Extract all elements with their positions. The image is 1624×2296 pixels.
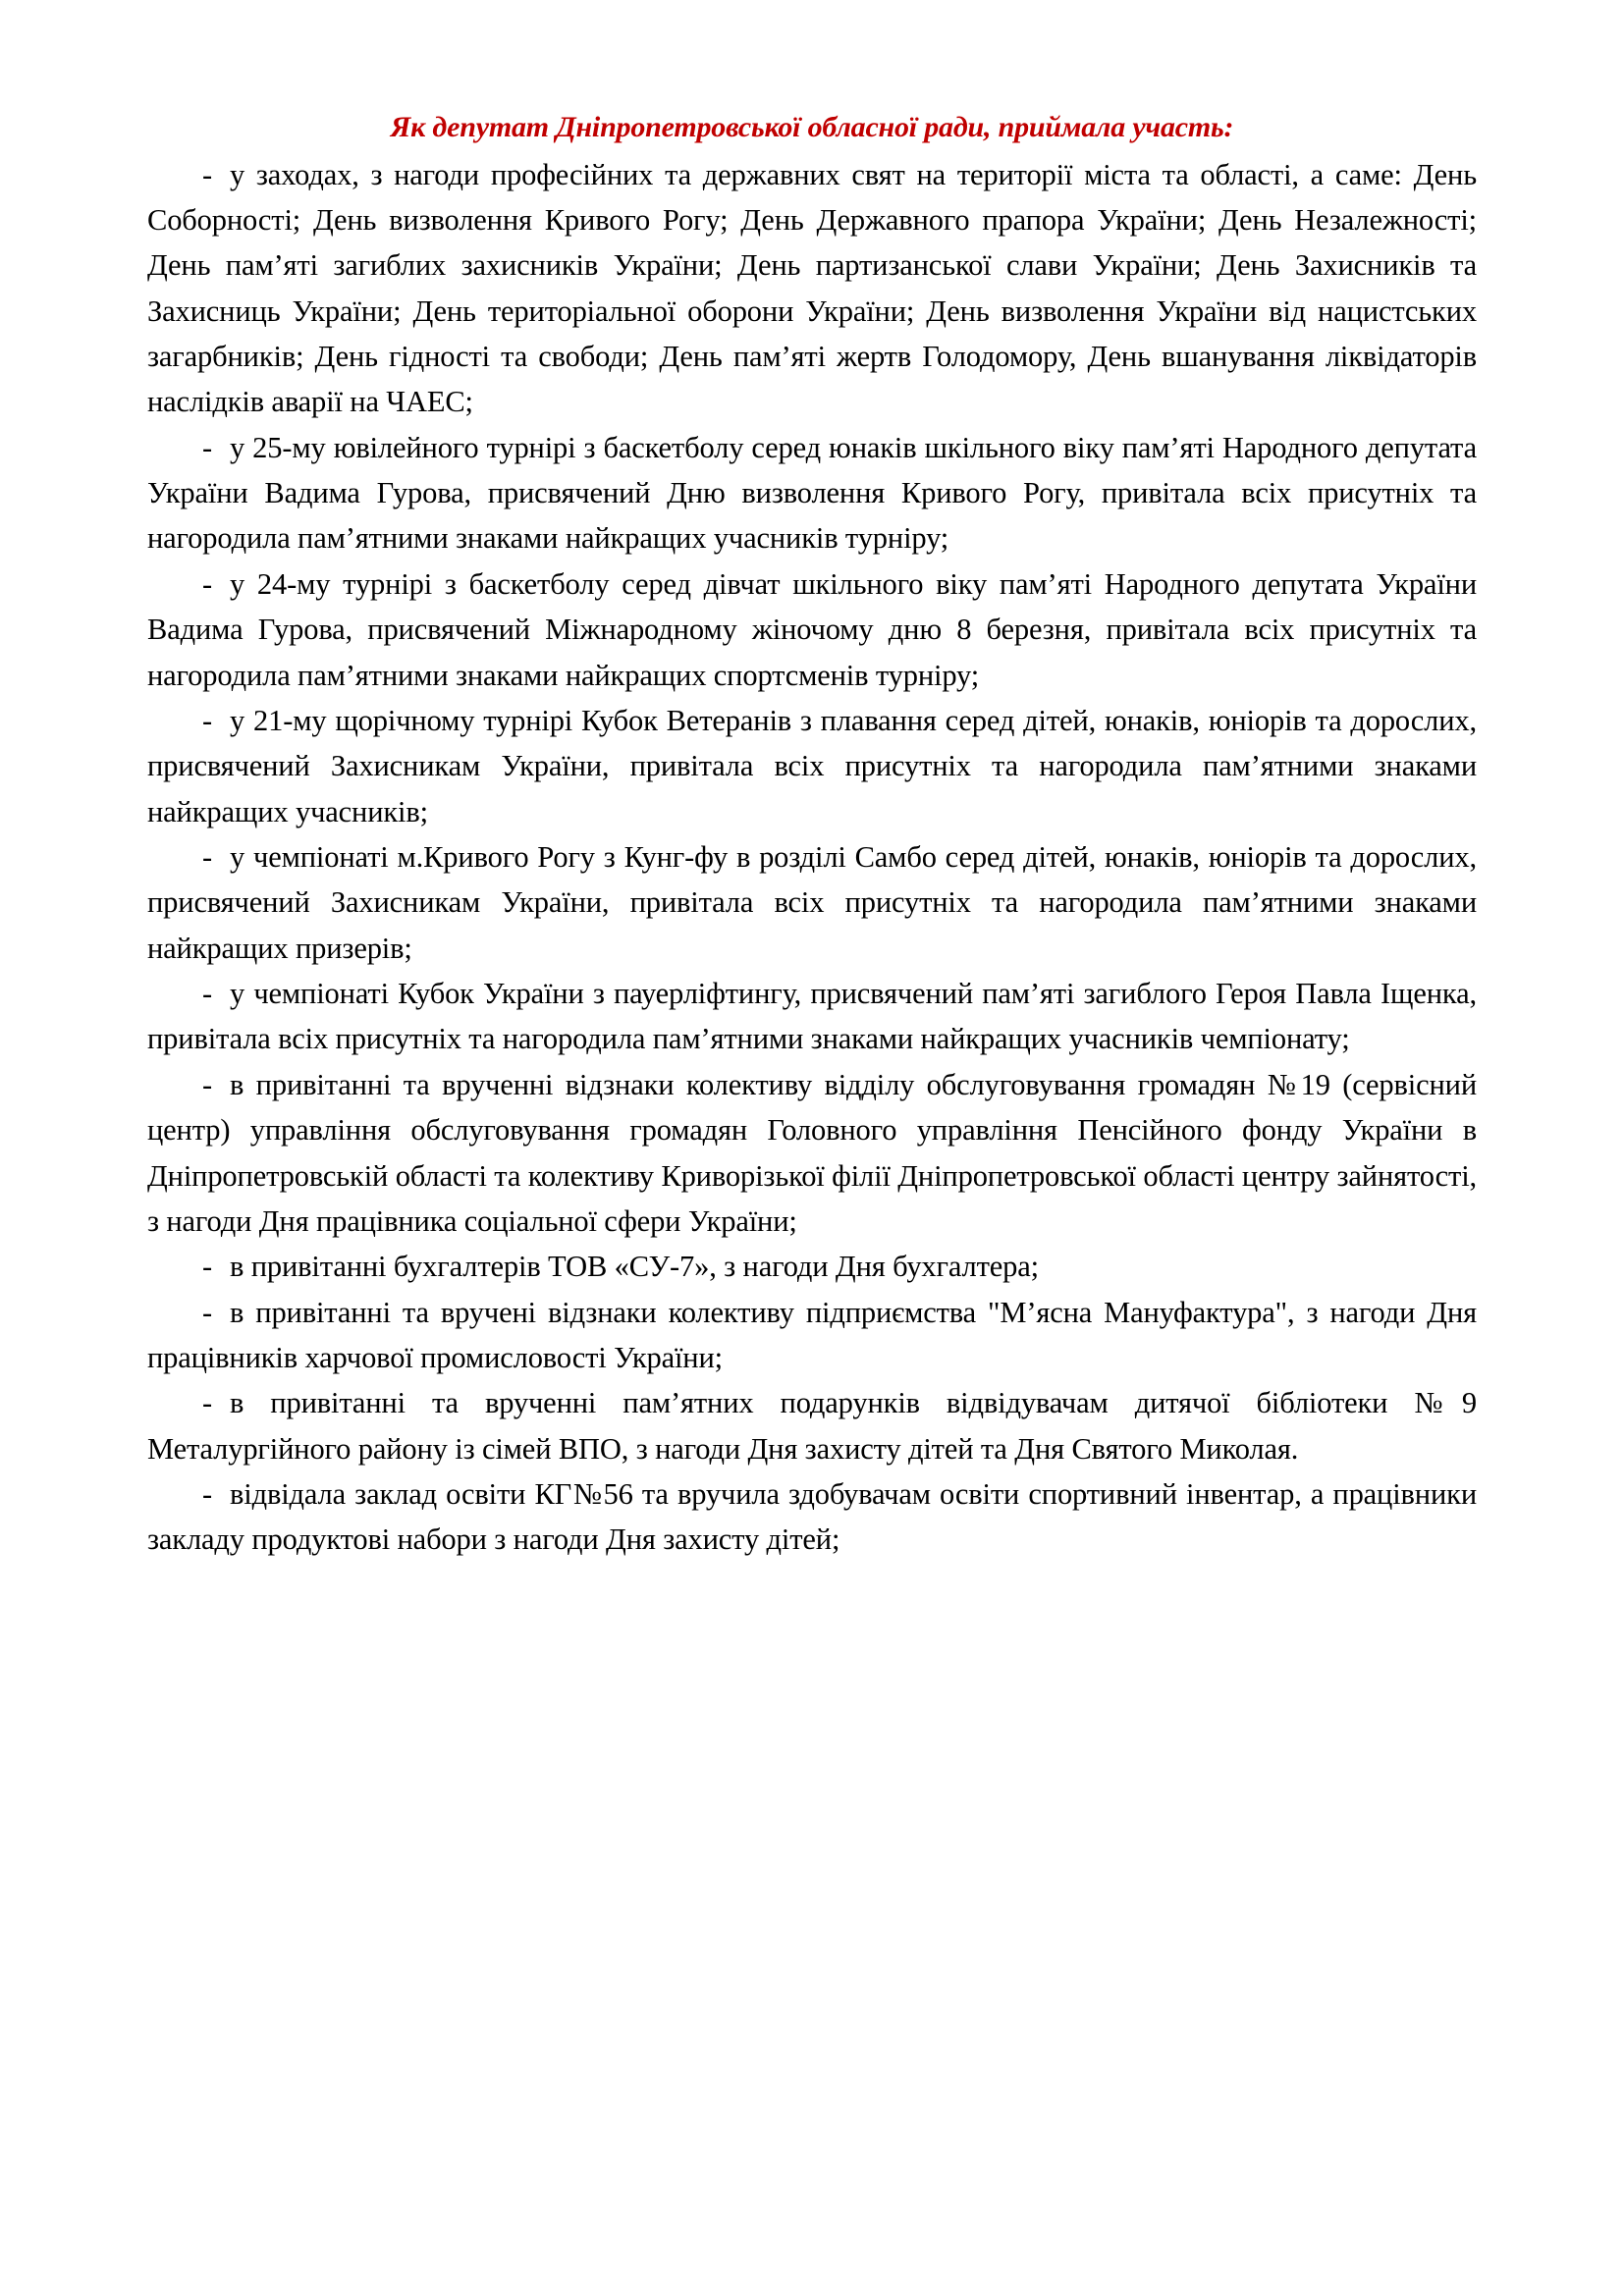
list-item bbox=[147, 698, 1477, 834]
list-item-text: в привітанні та вручені відзнаки колективу підприємства "М’ясна Мануфактура", з нагоди Дня працівників харчової промисловості України; bbox=[147, 1295, 1477, 1374]
bullet-marker: - bbox=[202, 157, 213, 191]
page-title: Як депутат Дніпропетровської обласної ради, приймала участь: bbox=[390, 111, 1234, 143]
bullet-marker: - bbox=[202, 1386, 213, 1420]
list-item-text: в привітанні бухгалтерів ТОВ «СУ-7», з нагоди Дня бухгалтера; bbox=[230, 1250, 1039, 1284]
bullet-marker: - bbox=[202, 839, 213, 874]
list-item-text: відвідала заклад освіти КГ№56 та вручила здобувачам освіти спортивний інвентар, а працівники закладу продуктові набори з нагоди Дня захисту дітей; bbox=[147, 1477, 1477, 1557]
list-item-text: в привітанні та врученні відзнаки колективу відділу обслуговування громадян №19 (сервісний центр) управління обслуговування громадян Головного управління Пенсійного фонду України в Дніпропетровській області та колективу Криворізької філії Дніпропетровської області центру зайнятості, з нагоди Дня працівника соціальної сфери України; bbox=[147, 1067, 1477, 1238]
bullet-marker: - bbox=[202, 1067, 213, 1101]
bullet-marker: - bbox=[202, 566, 213, 601]
list-item bbox=[147, 834, 1477, 971]
list-item bbox=[147, 152, 1477, 425]
list-item-text: у заходах, з нагоди професійних та державних свят на території міста та області, а саме: День Соборності; День визволення Кривого Рогу; День Державного прапора України; День Незалежності; День пам’яті загиблих захисників України; День партизанської слави України; День Захисників та Захисниць України; День територіальної оборони України; День визволення України від нацистських загарбників; День гідності та свободи; День пам’яті жертв Голодомору, День вшанування ліквідаторів наслідків аварії на ЧАЕС; bbox=[147, 157, 1477, 419]
list-item bbox=[147, 1290, 1477, 1381]
list-item-text: в привітанні та врученні пам’ятних подарунків відвідувачам дитячої бібліотеки №9 Металургійного району із сімей ВПО, з нагоди Дня захисту дітей та Дня Святого Миколая. bbox=[147, 1386, 1477, 1466]
document-body bbox=[147, 152, 1477, 1563]
bullet-marker: - bbox=[202, 430, 213, 464]
bullet-marker: - bbox=[202, 1477, 213, 1512]
list-item bbox=[147, 971, 1477, 1062]
bullet-marker: - bbox=[202, 977, 213, 1011]
list-item-text: у чемпіонаті Кубок України з пауерліфтингу, присвячений пам’яті загиблого Героя Павла Іщенка, привітала всіх присутніх та нагородила пам’ятними знаками найкращих учасників чемпіонату; bbox=[147, 977, 1477, 1056]
list-item-text: у 25-му ювілейного турнірі з баскетболу серед юнаків шкільного віку пам’яті Народного депутата України Вадима Гурова, присвячений Дню визволення Кривого Рогу, привітала всіх присутніх та нагородила пам’ятними знаками найкращих учасників турніру; bbox=[147, 430, 1477, 556]
list-item-text: у чемпіонаті м.Кривого Рогу з Кунг-фу в розділі Самбо серед дітей, юнаків, юніорів та дорослих, присвячений Захисникам України, привітала всіх присутніх та нагородила пам’ятними знаками найкращих призерів; bbox=[147, 839, 1477, 965]
list-item bbox=[147, 561, 1477, 698]
bullet-marker: - bbox=[202, 703, 213, 737]
list-item-text: у 21-му щорічному турнірі Кубок Ветеранів з плавання серед дітей, юнаків, юніорів та дорослих, присвячений Захисникам України, привітала всіх присутніх та нагородила пам’ятними знаками найкращих учасників; bbox=[147, 703, 1477, 828]
list-item bbox=[147, 425, 1477, 561]
bullet-marker: - bbox=[202, 1250, 213, 1284]
list-item bbox=[147, 1380, 1477, 1471]
bullet-marker: - bbox=[202, 1295, 213, 1329]
list-item bbox=[147, 1471, 1477, 1563]
list-item-text: у 24-му турнірі з баскетболу серед дівчат шкільного віку пам’яті Народного депутата України Вадима Гурова, присвячений Міжнародному жіночому дню 8 березня, привітала всіх присутніх та нагородила пам’ятними знаками найкращих спортсменів турніру; bbox=[147, 566, 1477, 692]
list-item bbox=[147, 1244, 1477, 1289]
list-item bbox=[147, 1062, 1477, 1244]
